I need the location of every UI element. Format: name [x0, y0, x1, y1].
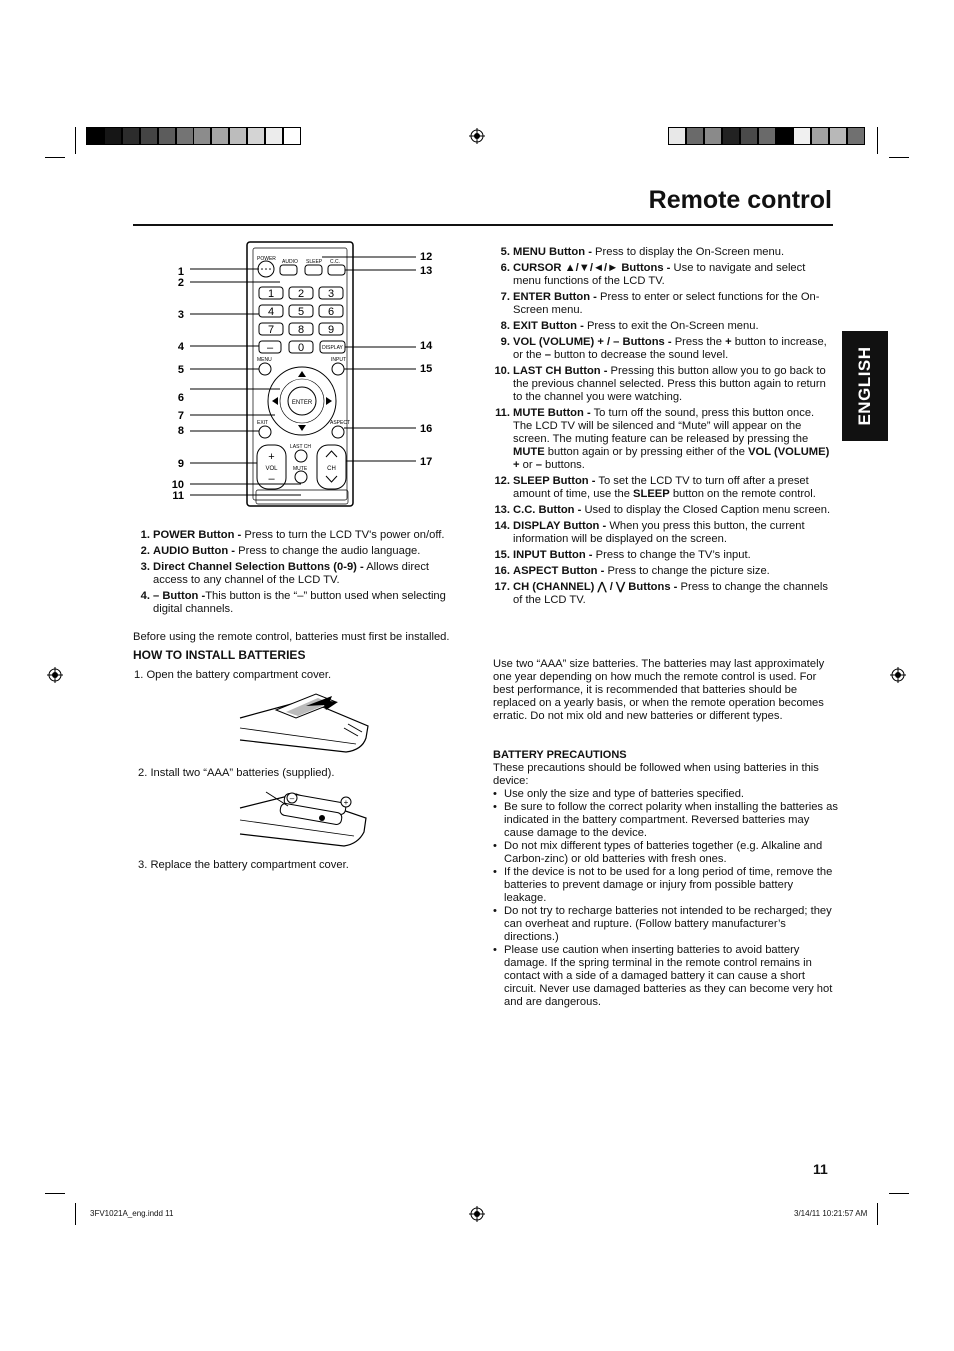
- color-swatch: [847, 127, 865, 145]
- list-item: • Please use caution when inserting batteries to avoid battery damage. If the spring terminal in the remote control remains in contact with a side of a damaged battery it can cause a short circuit. Never use damaged batteries as they can become very hot and are dangerous.: [493, 944, 833, 1008]
- input-label: INPUT: [331, 357, 346, 363]
- left-feature-list: [133, 529, 463, 619]
- color-swatch: [722, 127, 740, 145]
- callout-number: 8: [177, 425, 184, 437]
- color-swatch: [265, 127, 283, 145]
- callout-number: 16: [420, 423, 433, 435]
- registration-mark-icon: [47, 667, 63, 683]
- digit-label: 0: [297, 342, 305, 354]
- callout-number: 1: [177, 266, 184, 278]
- digit-label: 8: [297, 324, 305, 336]
- color-swatch: [686, 127, 704, 145]
- color-swatch: [668, 127, 686, 145]
- registration-mark-icon: [890, 667, 906, 683]
- page-number: 11: [813, 1161, 828, 1177]
- power-label: POWER: [257, 256, 276, 262]
- install-heading: HOW TO INSTALL BATTERIES: [133, 648, 306, 662]
- dash-label: –: [266, 342, 274, 354]
- precautions-intro: These precautions should be followed when using batteries in this device:: [493, 762, 819, 787]
- list-item: 6. CURSOR ▲/▼/◄/► Buttons - Use to navigate and select menu functions of the LCD TV.: [500, 262, 806, 287]
- ch-label: CH: [327, 466, 336, 472]
- svg-text:+: +: [343, 798, 349, 807]
- list-item: • Use only the size and type of batteries specified.: [493, 788, 745, 800]
- list-item: • If the device is not to be used for a long period of time, remove the batteries to prevent damage or injury from possible battery leakage.: [493, 866, 833, 904]
- crop-mark: [889, 1193, 909, 1194]
- color-swatch: [86, 127, 104, 145]
- list-item: 16. ASPECT Button - Press to change the picture size.: [494, 565, 770, 577]
- svg-text:–: –: [289, 794, 295, 803]
- list-item: 4. – Button -This button is the “–” button used when selecting digital channels.: [140, 590, 446, 615]
- color-swatch: [176, 127, 194, 145]
- list-item: 10. LAST CH Button - Pressing this button allow you to go back to the previous channel selected. Press this button again to return to the channel you were watching.: [494, 365, 826, 403]
- list-item: 13. C.C. Button - Used to display the Closed Caption menu screen.: [494, 504, 831, 516]
- crop-mark: [45, 157, 65, 158]
- registration-mark-icon: [469, 1206, 485, 1222]
- list-item: 2. AUDIO Button - Press to change the audio language.: [140, 545, 421, 557]
- crop-mark: [877, 127, 878, 154]
- callout-number: 12: [420, 251, 433, 263]
- crop-mark: [889, 157, 909, 158]
- digit-label: 9: [327, 324, 335, 336]
- color-swatch: [793, 127, 811, 145]
- enter-label: ENTER: [291, 400, 313, 406]
- color-swatch: [283, 127, 301, 145]
- mute-label: MUTE: [293, 466, 308, 472]
- page-title: Remote control: [648, 186, 832, 214]
- list-item: • Do not try to recharge batteries not intended to be recharged; they can overheat and rupture. (Follow battery manufacturer’s directions.): [493, 905, 832, 943]
- list-item: 1. POWER Button - Press to turn the LCD TV's power on/off.: [140, 529, 445, 541]
- crop-mark: [877, 1203, 878, 1225]
- color-swatch: [704, 127, 722, 145]
- list-item: 11. MUTE Button - To turn off the sound, press this button once. The LCD TV will be silenced and “Mute” will appear on the screen. The muting feature can be released by pressing the MUTE button again or by pressing either of the VOL (VOLUME) + or – buttons.: [495, 407, 830, 471]
- callout-number: 2: [177, 277, 184, 289]
- title-rule: [133, 224, 833, 226]
- list-item: • Do not mix different types of batteries together (e.g. Alkaline and Carbon-zinc) or old batteries with fresh ones.: [493, 840, 823, 865]
- battery-life-text: Use two “AAA” size batteries. The batteries may last approximately one year depending on how much the remote control is used. For best performance, it is recommended that batteries should be replaced on a yearly basis, or when the remote operation becomes erratic. Do not mix old and new batteries or different types.: [493, 658, 825, 722]
- install-step-3: 3. Replace the battery compartment cover.: [138, 859, 349, 871]
- color-swatch: [193, 127, 211, 145]
- menu-label: MENU: [257, 357, 272, 363]
- color-swatch: [158, 127, 176, 145]
- callout-number: 4: [177, 341, 184, 353]
- callout-number: 11: [172, 490, 184, 502]
- digit-label: 6: [327, 306, 335, 318]
- digit-label: 1: [267, 288, 275, 300]
- list-item: 15. INPUT Button - Press to change the TV’s input.: [494, 549, 751, 561]
- color-swatch: [811, 127, 829, 145]
- exit-label: EXIT: [257, 420, 269, 426]
- open-cover-illustration: [236, 688, 371, 758]
- list-item: • Be sure to follow the correct polarity when installing the batteries as indicated in the battery compartment. Reversed batteries may cause damage to the device.: [493, 801, 838, 839]
- color-swatch: [775, 127, 793, 145]
- callout-number: 13: [420, 265, 433, 277]
- remote-illustration: [160, 238, 450, 508]
- callout-number: 3: [177, 309, 184, 321]
- language-tab: [842, 331, 888, 441]
- digit-label: 7: [267, 324, 275, 336]
- digit-label: 4: [267, 306, 275, 318]
- cc-label: C.C.: [330, 259, 340, 265]
- footer-file-name: 3FV1021A_eng.indd 11: [90, 1209, 174, 1218]
- install-step-1: 1. Open the battery compartment cover.: [134, 669, 332, 681]
- digit-label: 3: [327, 288, 335, 300]
- crop-mark: [75, 1203, 76, 1225]
- list-item: 12. SLEEP Button - To set the LCD TV to turn off after a preset amount of time, use the SLEEP button on the remote control.: [494, 475, 816, 500]
- callout-number: 5: [177, 364, 184, 376]
- list-item: 8. EXIT Button - Press to exit the On-Screen menu.: [500, 320, 759, 332]
- list-item: 7. ENTER Button - Press to enter or select functions for the On-Screen menu.: [500, 291, 820, 316]
- digit-label: 5: [297, 306, 305, 318]
- aspect-label: ASPECT: [330, 420, 351, 426]
- callout-number: 9: [177, 458, 184, 470]
- color-swatch: [740, 127, 758, 145]
- color-swatch: [122, 127, 140, 145]
- crop-mark: [45, 1193, 65, 1194]
- color-swatch: [211, 127, 229, 145]
- crop-mark: [75, 127, 76, 154]
- list-item: 5. MENU Button - Press to display the On-Screen menu.: [500, 246, 785, 258]
- color-swatch: [104, 127, 122, 145]
- callout-number: 10: [171, 479, 184, 491]
- list-item: 14. DISPLAY Button - When you press this button, the current information will be displayed on the screen.: [494, 520, 805, 545]
- list-item: 17. CH (CHANNEL) ⋀ / ⋁ Buttons - Press to change the channels of the LCD TV.: [494, 581, 828, 606]
- color-swatch: [229, 127, 247, 145]
- vol-minus-label: –: [268, 473, 275, 485]
- precautions-list: [493, 788, 838, 1009]
- batteries-intro: Before using the remote control, batteries must first be installed.: [133, 631, 450, 643]
- footer-timestamp: 3/14/11 10:21:57 AM: [794, 1209, 868, 1218]
- color-swatch: [758, 127, 776, 145]
- color-swatch: [829, 127, 847, 145]
- display-label: DISPLAY: [322, 345, 343, 351]
- callout-number: 17: [420, 456, 433, 468]
- install-step-2: 2. Install two “AAA” batteries (supplied).: [138, 767, 335, 779]
- registration-mark-icon: [469, 128, 485, 144]
- list-item: 3. Direct Channel Selection Buttons (0-9) - Allows direct access to any channel of the LCD TV.: [140, 561, 430, 586]
- install-batteries-illustration: [236, 784, 371, 854]
- vol-plus-label: +: [268, 451, 275, 463]
- callout-number: 7: [177, 410, 184, 422]
- color-swatch: [140, 127, 158, 145]
- precautions-heading: BATTERY PRECAUTIONS: [493, 749, 627, 761]
- vol-label: VOL: [265, 466, 278, 472]
- last-ch-label: LAST CH: [290, 444, 312, 450]
- callout-number: 14: [420, 340, 433, 352]
- list-item: 9. VOL (VOLUME) + / – Buttons - Press the + button to increase, or the – button to decrease the sound level.: [500, 336, 827, 361]
- callout-number: 15: [420, 363, 433, 375]
- callout-number: 6: [177, 392, 184, 404]
- language-tab-label: ENGLISH: [855, 346, 874, 426]
- color-swatch: [247, 127, 265, 145]
- digit-label: 2: [297, 288, 305, 300]
- sleep-label: SLEEP: [306, 259, 323, 265]
- audio-label: AUDIO: [282, 259, 298, 265]
- right-feature-list: [491, 246, 833, 610]
